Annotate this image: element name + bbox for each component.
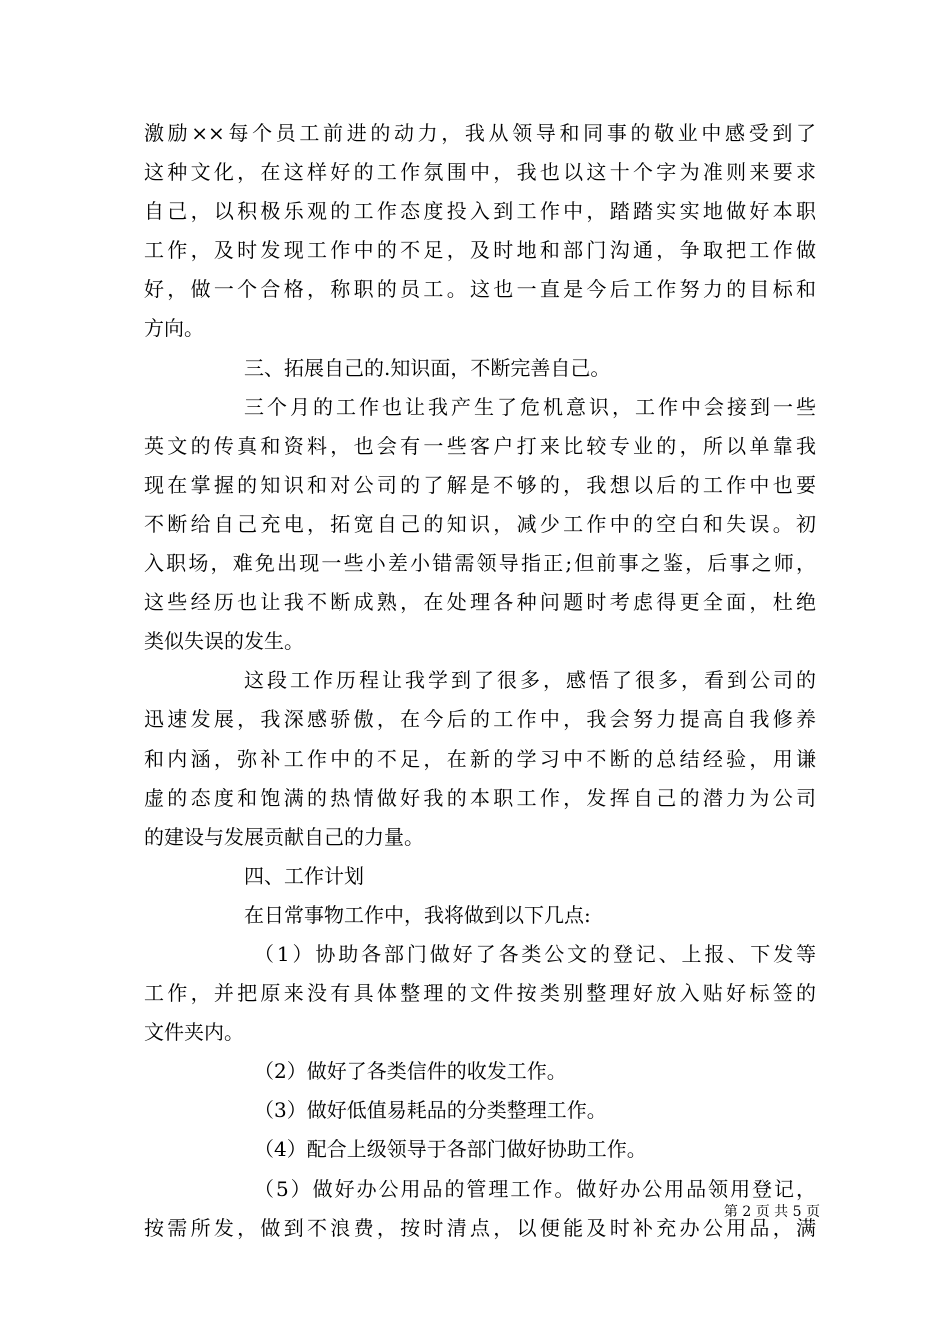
list-item-2: （2）做好了各类信件的收发工作。 [254,1059,567,1084]
text-line: 迅速发展，我深感骄傲，在今后的工作中，我会努力提高自我修养 [144,707,816,732]
text-line: 现在掌握的知识和对公司的了解是不够的，我想以后的工作中也要 [144,472,816,497]
text-line: 的建设与发展贡献自己的力量。 [144,824,424,849]
text-line: 按需所发，做到不浪费，按时清点，以便能及时补充办公用品，满 [144,1215,816,1240]
text-line: 好，做一个合格，称职的员工。这也一直是今后工作努力的目标和 [144,277,816,302]
text-line: 三个月的工作也让我产生了危机意识，工作中会接到一些 [244,394,816,419]
text-line: 入职场，难免出现一些小差小错需领导指正;但前事之鉴，后事之师， [144,551,816,576]
text-line: 这些经历也让我不断成熟，在处理各种问题时考虑得更全面，杜绝 [144,590,816,615]
text-line: 工作，及时发现工作中的不足，及时地和部门沟通，争取把工作做 [144,238,816,263]
text-line: 类似失误的发生。 [144,629,304,654]
list-item-3: （3）做好低值易耗品的分类整理工作。 [254,1098,607,1123]
text-line: 这段工作历程让我学到了很多，感悟了很多，看到公司的 [244,668,816,693]
list-item-4: （4）配合上级领导于各部门做好协助工作。 [254,1137,647,1162]
text-line: 这种文化，在这样好的工作氛围中，我也以这十个字为准则来要求 [144,160,816,185]
text-line: 工作，并把原来没有具体整理的文件按类别整理好放入贴好标签的 [144,981,816,1006]
section-heading-4: 四、工作计划 [244,863,364,888]
list-item-1: （1）协助各部门做好了各类公文的登记、上报、下发等 [254,941,816,966]
text-line: 在日常事物工作中，我将做到以下几点: [244,902,591,927]
document-body [144,114,816,1248]
text-line: 文件夹内。 [144,1020,244,1045]
text-line: 方向。 [144,316,204,341]
text-line: 激励××每个员工前进的动力，我从领导和同事的敬业中感受到了 [144,121,816,145]
text-line: 不断给自己充电，拓宽自己的知识，减少工作中的空白和失误。初 [144,511,816,536]
list-item-5: （5）做好办公用品的管理工作。做好办公用品领用登记， [254,1176,816,1201]
text-line: 英文的传真和资料，也会有一些客户打来比较专业的，所以单靠我 [144,433,816,458]
text-line: 和内涵，弥补工作中的不足，在新的学习中不断的总结经验，用谦 [144,746,816,771]
section-heading-3: 三、拓展自己的.知识面，不断完善自己。 [244,355,611,380]
page-number-footer: 第 2 页 共 5 页 [723,1204,820,1220]
text-line: 虚的态度和饱满的热情做好我的本职工作，发挥自己的潜力为公司 [144,785,816,810]
text-line: 自己，以积极乐观的工作态度投入到工作中，踏踏实实地做好本职 [144,199,816,224]
